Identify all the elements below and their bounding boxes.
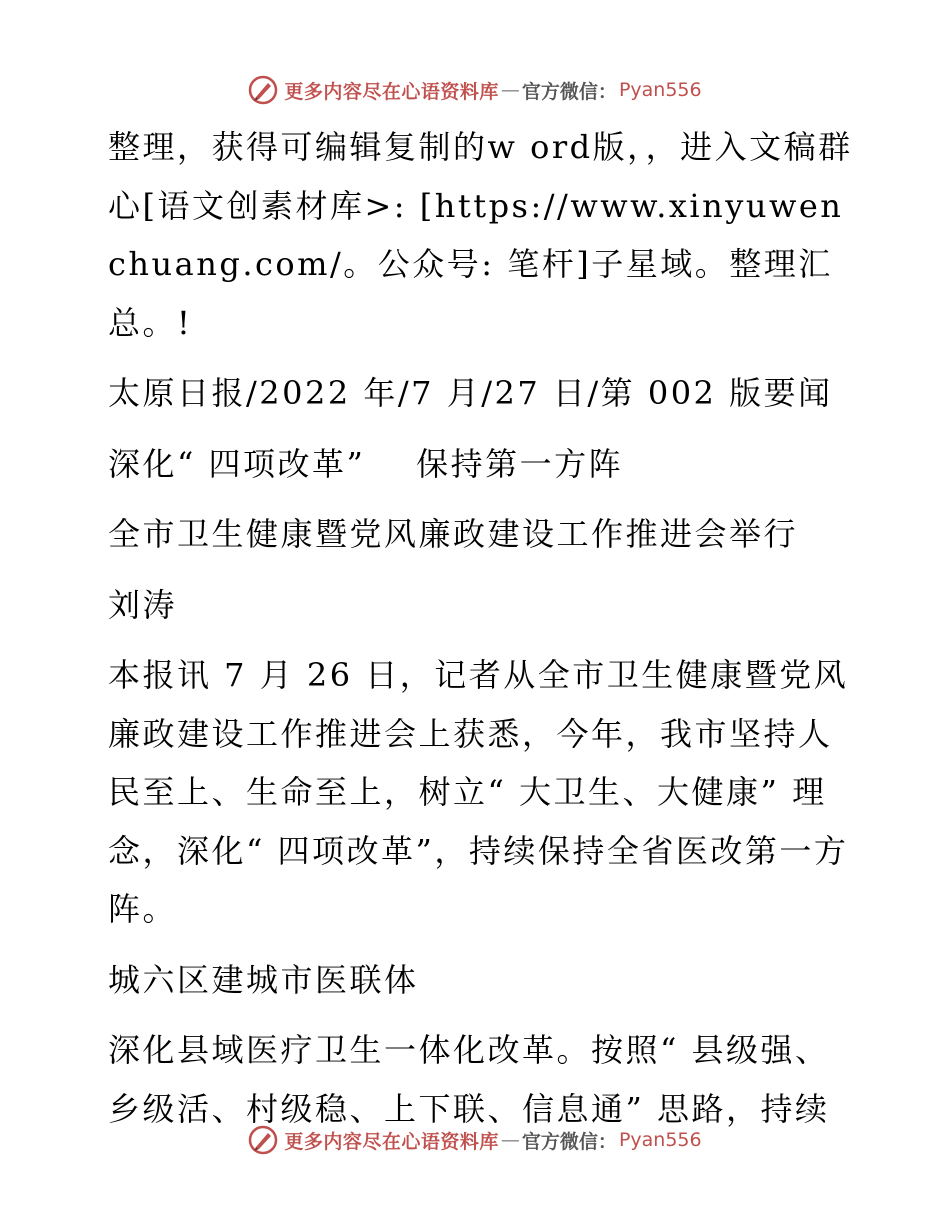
watermark-header	[0, 70, 950, 110]
watermark-label: 官方微信：	[521, 80, 617, 103]
watermark-id: Pyan556	[618, 79, 702, 101]
intro-paragraph: 整理，获得可编辑复制的w ord版，，进入文稿群心[语文创素材库>: [https://www.xinyuwenchuang.com/。公众号: 笔杆]子星域。整理汇总。!	[108, 128, 853, 342]
body-paragraph-2: 深化县域医疗卫生一体化改革。按照“ 县级强、乡级活、村级稳、上下联、信息通” 思路，持续	[108, 1031, 830, 1128]
subheadline: 全市卫生健康暨党风廉政建设工作推进会举行	[108, 515, 799, 553]
headline: 深化“ 四项改革” 保持第一方阵	[108, 444, 624, 483]
author: 刘涛	[108, 585, 178, 624]
watermark-separator: —	[500, 79, 520, 101]
watermark-id: Pyan556	[618, 1129, 702, 1151]
body-paragraph-1: 本报讯 7 月 26 日，记者从全市卫生健康暨党风廉政建设工作推进会上获悉，今年，我市坚持人民至上、生命至上，树立“ 大卫生、大健康” 理念，深化“ 四项改革”，持续保持全省医改第一方阵。	[108, 656, 849, 928]
watermark-separator: —	[500, 1129, 520, 1151]
watermark-label: 官方微信：	[521, 1130, 617, 1153]
section-heading: 城六区建城市医联体	[108, 960, 419, 999]
document-body	[98, 118, 858, 1138]
pen-logo-icon	[248, 75, 278, 105]
source-line: 太原日报/2022 年/7 月/27 日/第 002 版要闻	[108, 374, 833, 412]
watermark-text: 更多内容尽在心语资料库	[284, 80, 499, 103]
watermark-text: 更多内容尽在心语资料库	[284, 1130, 499, 1153]
watermark-footer	[0, 1120, 950, 1160]
pen-logo-icon	[248, 1125, 278, 1155]
